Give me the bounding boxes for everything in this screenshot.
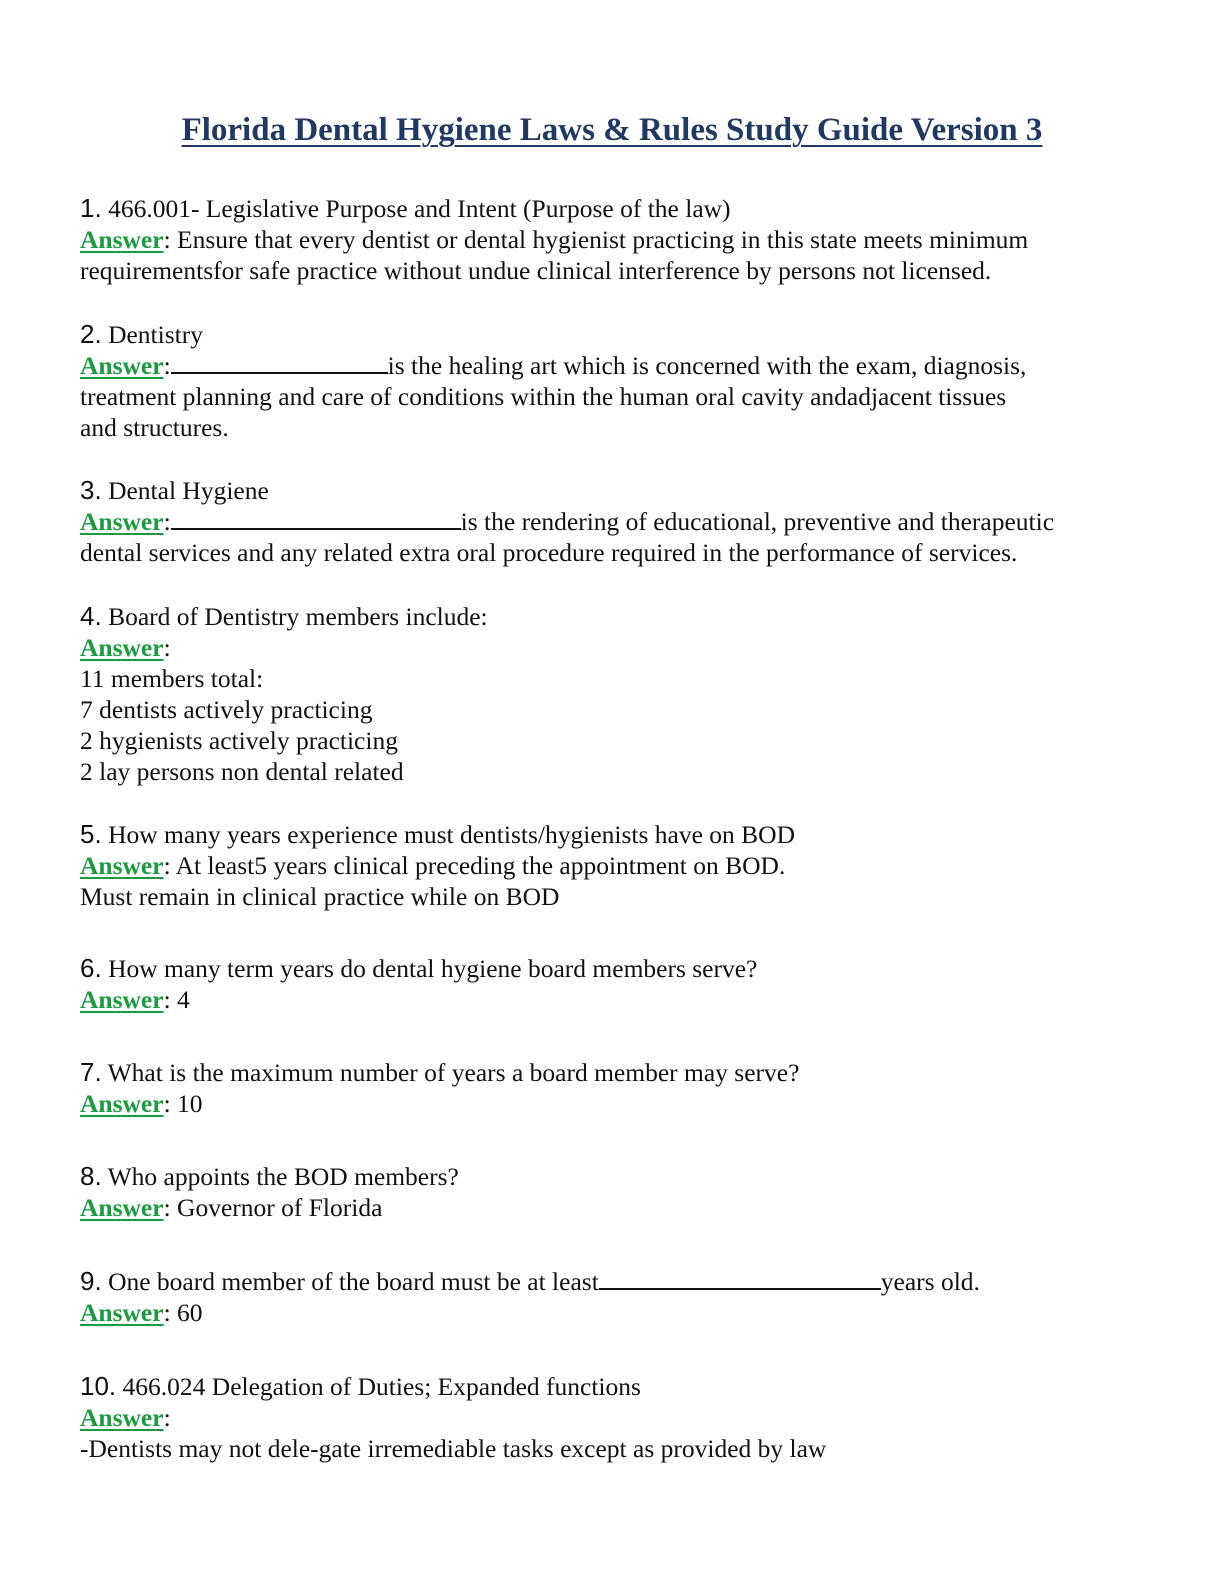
- question-text: 6. How many term years do dental hygiene board members serve?: [80, 953, 758, 983]
- question-text: 3. Dental Hygiene: [80, 475, 269, 505]
- answer-line: Answer:: [80, 1403, 171, 1432]
- answer-line: Answer:: [80, 633, 171, 662]
- answer-line: dental services and any related extra oral procedure required in the performance of services.: [80, 538, 1018, 567]
- answer-line: and structures.: [80, 413, 229, 442]
- question-number: 5.: [80, 819, 102, 849]
- answer-line: Answer: 10: [80, 1089, 203, 1118]
- question-text: 2. Dentistry: [80, 319, 203, 349]
- answer-line: Answer: Governor of Florida: [80, 1193, 383, 1222]
- question-text: 10. 466.024 Delegation of Duties; Expanded functions: [80, 1371, 641, 1401]
- question-text: 7. What is the maximum number of years a board member may serve?: [80, 1057, 800, 1087]
- question-number: 8.: [80, 1161, 102, 1191]
- answer-line: Answer: is the healing art which is concerned with the exam, diagnosis,: [80, 351, 1027, 380]
- answer-line: -Dentists may not dele-gate irremediable tasks except as provided by law: [80, 1434, 827, 1463]
- question-text: 8. Who appoints the BOD members?: [80, 1161, 459, 1191]
- question-text: 5. How many years experience must dentists/hygienists have on BOD: [80, 819, 796, 849]
- answer-line: 7 dentists actively practicing: [80, 695, 373, 724]
- answer-line: 2 lay persons non dental related: [80, 757, 404, 786]
- fill-in-blank: [171, 350, 388, 374]
- question-number: 4.: [80, 601, 102, 631]
- answer-line: Answer: is the rendering of educational, preventive and therapeutic: [80, 507, 1055, 536]
- question-10: [80, 1371, 1150, 1464]
- answer-line: 11 members total:: [80, 664, 264, 693]
- answer-label: Answer: [80, 1403, 164, 1432]
- question-3: [80, 475, 1150, 568]
- answer-label: Answer: [80, 1089, 164, 1118]
- fill-in-blank: [171, 506, 461, 530]
- question-number: 6.: [80, 953, 102, 983]
- answer-line: Answer: At least5 years clinical preceding the appointment on BOD.: [80, 851, 786, 880]
- question-4: [80, 601, 1150, 787]
- answer-label: Answer: [80, 1298, 164, 1327]
- question-6: [80, 953, 1150, 1015]
- answer-label: Answer: [80, 351, 164, 380]
- question-number: 9.: [80, 1266, 102, 1296]
- answer-label: Answer: [80, 985, 164, 1014]
- answer-line: Answer: 4: [80, 985, 190, 1014]
- question-text: 1. 466.001- Legislative Purpose and Intent (Purpose of the law): [80, 193, 731, 223]
- question-8: [80, 1161, 1150, 1223]
- question-5: [80, 819, 1150, 912]
- question-number: 2.: [80, 319, 102, 349]
- question-7: [80, 1057, 1150, 1119]
- answer-line: Answer: 60: [80, 1298, 203, 1327]
- answer-label: Answer: [80, 507, 164, 536]
- question-number: 10.: [80, 1371, 117, 1401]
- question-text: 9. One board member of the board must be at least years old.: [80, 1266, 980, 1296]
- answer-label: Answer: [80, 633, 164, 662]
- answer-label: Answer: [80, 225, 164, 254]
- question-1: [80, 193, 1150, 286]
- answer-label: Answer: [80, 1193, 164, 1222]
- answer-line: 2 hygienists actively practicing: [80, 726, 398, 755]
- fill-in-blank: [599, 1266, 881, 1290]
- answer-line: requirementsfor safe practice without undue clinical interference by persons not licensed.: [80, 256, 992, 285]
- answer-line: Answer: Ensure that every dentist or dental hygienist practicing in this state meets minimum: [80, 225, 1029, 254]
- question-number: 3.: [80, 475, 102, 505]
- question-2: [80, 319, 1150, 443]
- answer-line: treatment planning and care of conditions within the human oral cavity andadjacent tissues: [80, 382, 1007, 411]
- answer-label: Answer: [80, 851, 164, 880]
- question-number: 1.: [80, 193, 102, 223]
- document-title: Florida Dental Hygiene Laws & Rules Study Guide Version 3: [181, 112, 1043, 148]
- question-number: 7.: [80, 1057, 102, 1087]
- answer-line: Must remain in clinical practice while on BOD: [80, 882, 560, 911]
- question-9: [80, 1266, 1150, 1328]
- question-text: 4. Board of Dentistry members include:: [80, 601, 488, 631]
